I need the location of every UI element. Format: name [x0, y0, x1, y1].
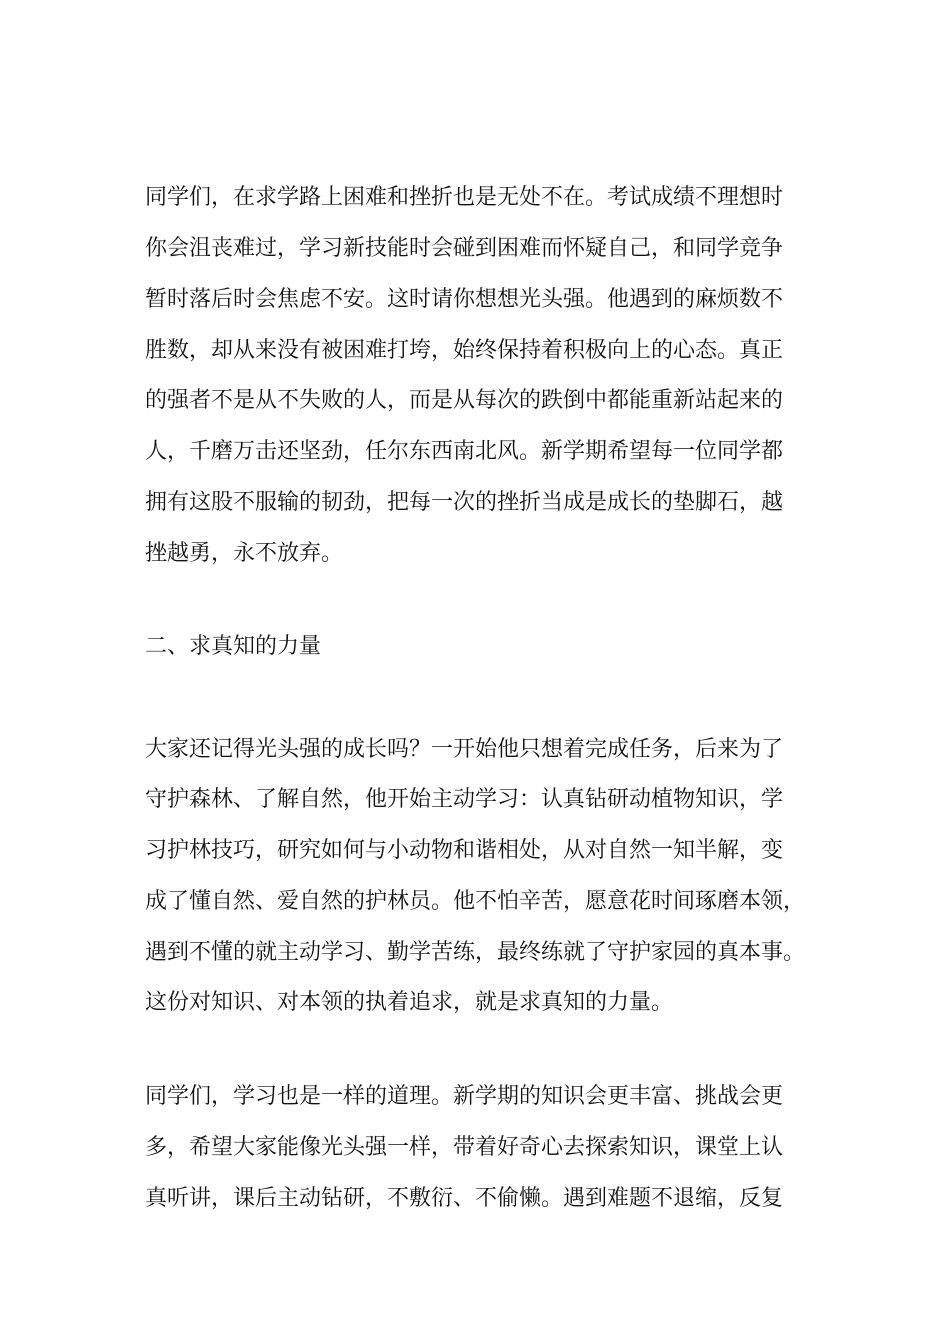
paragraph-line: 真听讲，课后主动钻研，不敷衍、不偷懒。遇到难题不退缩，反复 [145, 1186, 784, 1211]
paragraph-line: 胜数，却从来没有被困难打垮，始终保持着积极向上的心态。真正 [145, 338, 784, 363]
paragraph-line: 成了懂自然、爱自然的护林员。他不怕辛苦，愿意花时间琢磨本领， [145, 889, 806, 914]
paragraph-line: 挫越勇，永不放弃。 [145, 541, 344, 566]
paragraph-line: 同学们，学习也是一样的道理。新学期的知识会更丰富、挑战会更 [145, 1084, 784, 1109]
section-heading: 二、求真知的力量 [145, 634, 322, 659]
paragraph-line: 的强者不是从不失败的人，而是从每次的跌倒中都能重新站起来的 [145, 388, 784, 413]
paragraph-line: 人，千磨万击还坚劲，任尔东西南北风。新学期希望每一位同学都 [145, 439, 784, 464]
paragraph-line: 习护林技巧，研究如何与小动物和谐相处，从对自然一知半解，变 [145, 838, 784, 863]
paragraph-line: 暂时落后时会焦虑不安。这时请你想想光头强。他遇到的麻烦数不 [145, 287, 784, 312]
paragraph-line: 多，希望大家能像光头强一样，带着好奇心去探索知识，课堂上认 [145, 1135, 784, 1160]
paragraph-line: 同学们，在求学路上困难和挫折也是无处不在。考试成绩不理想时 [145, 185, 784, 210]
paragraph-line: 这份对知识、对本领的执着追求，就是求真知的力量。 [145, 990, 674, 1015]
paragraph-line: 拥有这股不服输的韧劲，把每一次的挫折当成是成长的垫脚石，越 [145, 490, 784, 515]
paragraph-line: 遇到不懂的就主动学习、勤学苦练，最终练就了守护家园的真本事。 [145, 940, 806, 965]
paragraph-line: 大家还记得光头强的成长吗？一开始他只想着完成任务，后来为了 [145, 737, 784, 762]
paragraph-line: 守护森林、了解自然，他开始主动学习：认真钻研动植物知识，学 [145, 787, 784, 812]
paragraph-line: 你会沮丧难过，学习新技能时会碰到困难而怀疑自己，和同学竞争 [145, 236, 784, 261]
